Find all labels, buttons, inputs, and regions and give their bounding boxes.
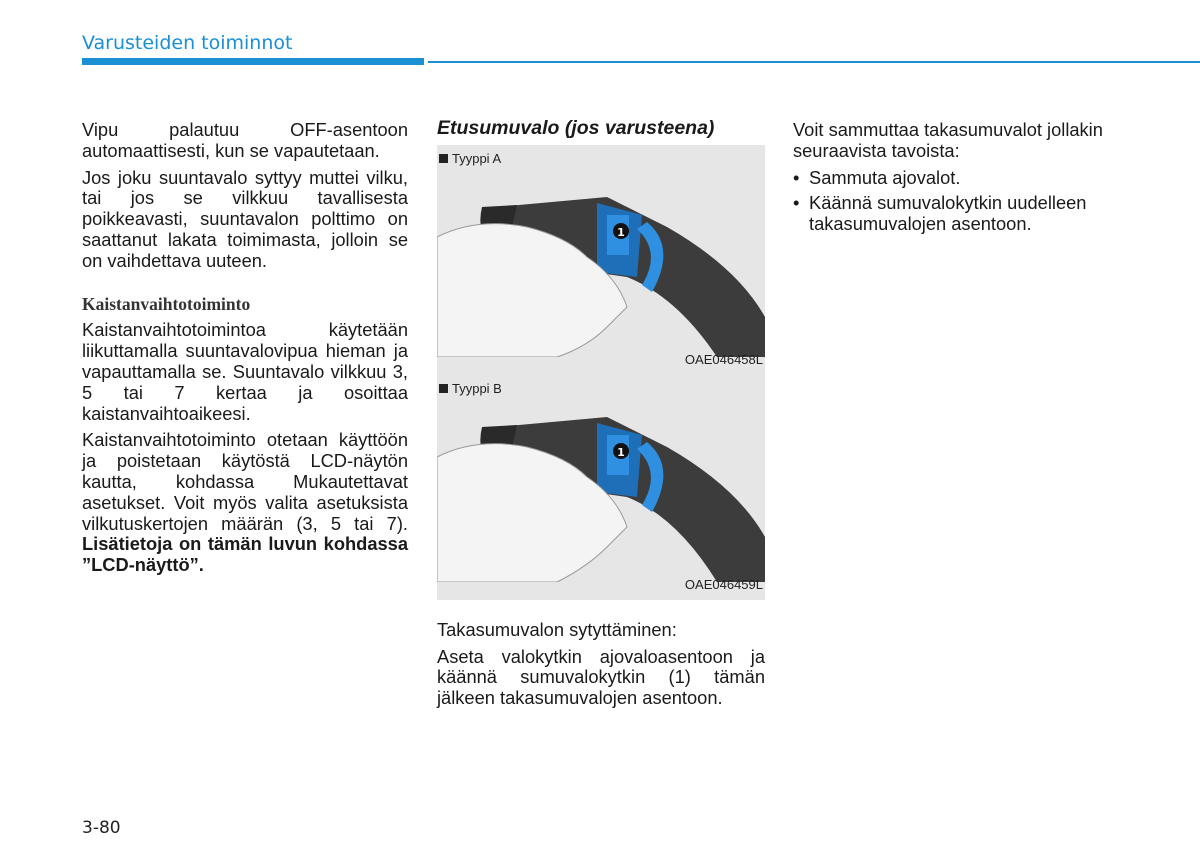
list-item: • Sammuta ajovalot.: [793, 168, 1123, 189]
settings-reference: Lisätietoja on tämän luvun kohdassa ”LCD-näyttö”.: [82, 533, 408, 576]
subheading-lane-change: Kaistanvaihtotoiminto: [82, 293, 251, 314]
paragraph-auto-return: Vipu palautuu OFF-asentoon automaattisesti, kun se vapautetaan.: [82, 119, 408, 161]
paragraph-rear-fog-instructions: Aseta valokytkin ajovaloasentoon ja käännä sumuvalokytkin (1) tämän jälkeen takasumuvalojen asentoon.: [437, 645, 765, 709]
column-middle: [437, 118, 765, 715]
callout-1: 1: [617, 225, 625, 239]
page-number: 3-80: [82, 818, 121, 838]
figure-code: OAE046459L: [684, 577, 763, 592]
column-right: [793, 120, 1123, 240]
paragraph-bulb-failure: Jos joku suuntavalo syttyy muttei vilku, tai jos se vilkkuu tavallisesta poikkeavasti, suuntavalon polttimo on saattanut lakata toimimasta, jolloin se on vaihdettava uuteen.: [82, 166, 408, 271]
list-item: • Käännä sumuvalokytkin uudelleen takasumuvalojen asentoon.: [793, 193, 1123, 235]
header-rule-thick: [82, 58, 424, 65]
figure-code: OAE046458L: [684, 352, 763, 367]
paragraph-rear-fog-off: Voit sammuttaa takasumuvalot jollakin seuraavista tavoista:: [793, 119, 1103, 161]
paragraph-lane-change-settings: [82, 430, 408, 576]
settings-text: Kaistanvaihtotoiminto otetaan käyttöön ja poistetaan käytöstä LCD-näytön kautta, kohdassa Mukautettavat asetukset. Voit myös valita asetuksista vilkutuskertojen määrän (3, 5 tai 7).: [82, 429, 408, 534]
figure-type-a: [437, 145, 765, 375]
paragraph-rear-fog-on: Takasumuvalon sytyttäminen:: [437, 618, 677, 640]
figure-label: Tyyppi A: [439, 149, 501, 170]
bullet-list: [793, 168, 1123, 235]
figure-type-b: [437, 375, 765, 600]
header-rule-thin: [428, 61, 1200, 63]
lever-illustration: [437, 167, 765, 357]
lever-illustration: [437, 397, 765, 582]
section-title: Varusteiden toiminnot: [82, 32, 293, 54]
figure-label: Tyyppi B: [439, 379, 502, 400]
column-left: [82, 120, 408, 582]
callout-1: 1: [617, 445, 625, 459]
paragraph-lane-change: Kaistanvaihtotoimintoa käytetään liikuttamalla suuntavalovipua hieman ja vapauttamalla se. Suuntavalo vilkkuu 3, 5 tai 7 kertaa ja osoittaa kaistanvaihtoaikeesi.: [82, 319, 408, 424]
heading-front-fog-light: Etusumuvalo (jos varusteena): [437, 117, 715, 139]
